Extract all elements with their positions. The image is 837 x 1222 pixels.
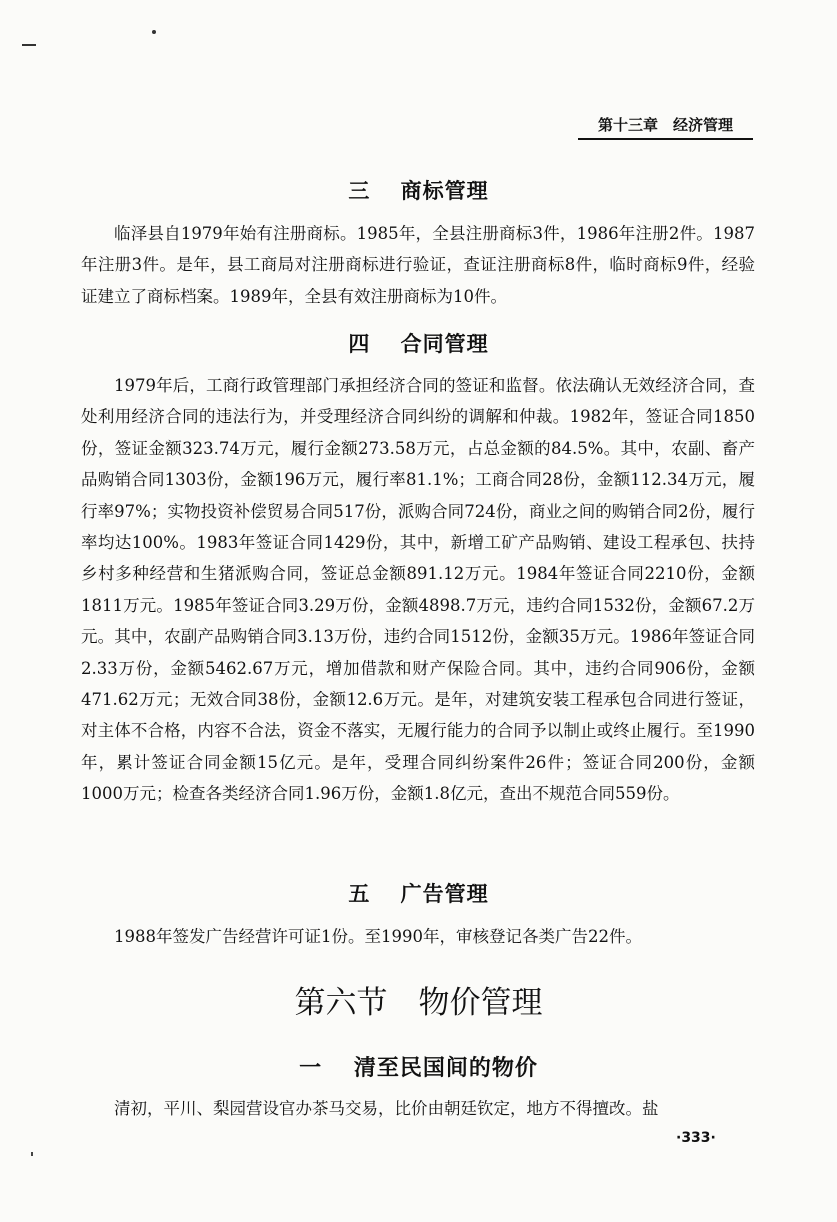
section-heading-advertising: 五 广告管理 <box>348 881 489 906</box>
scan-speck <box>152 30 156 34</box>
page-number: ·333· <box>676 1130 716 1146</box>
paragraph-subsection: 清初，平川、梨园营设官办茶马交易，比价由朝廷钦定，地方不得擅改。盐 <box>114 1099 659 1118</box>
subsection-heading: 一 清至民国间的物价 <box>299 1055 538 1081</box>
paragraph-advertising: 1988年签发广告经营许可证1份。至1990年，审核登记各类广告22件。 <box>114 927 642 946</box>
scan-speck <box>31 1152 33 1156</box>
paragraph-trademark: 临泽县自1979年始有注册商标。1985年，全县注册商标3件，1986年注册2件。1987年注册3件。是年，县工商局对注册商标进行验证，查证注册商标8件，临时商标9件，经验证建立了商标档案。1989年，全县有效注册商标为10件。 <box>81 224 755 306</box>
running-head: 第十三章 经济管理 <box>578 114 753 140</box>
paragraph-contract: 1979年后，工商行政管理部门承担经济合同的签证和监督。依法确认无效经济合同，查处利用经济合同的违法行为，并受理经济合同纠纷的调解和仲裁。1982年，签证合同1850份，签证金额323.74万元，履行金额273.58万元，占总金额的84.5%。其中，农副、畜产品购销合同1303份，金额196万元，履行率81.1%；工商合同28份，金额112.34万元，履行率97%；实物投资补偿贸易合同517份，派购合同724份，商业之间的购销合同2份，履行率均达100%。1983年签证合同1429份，其中，新增工矿产品购销、建设工程承包、扶持乡村多种经营和生猪派购合同，签证总金额891.12万元。1984年签证合同2210份，金额1811万元。1985年签证合同3.29万份，金额4898.7万元，违约合同1532份，金额67.2万元。其中，农副产品购销合同3.13万份，违约合同1512份，金额35万元。1986年签证合同2.33万份，金额5462.67万元，增加借款和财产保险合同。其中，违约合同906份，金额471.62万元；无效合同38份，金额12.6万元。是年，对建筑安装工程承包合同进行签证，对主体不合格，内容不合法，资金不落实，无履行能力的合同予以制止或终止履行。至1990年，累计签证合同金额15亿元。是年，受理合同纠纷案件26件；签证合同200份，金额1000万元；检查各类经济合同1.96万份，金额1.8亿元，查出不规范合同559份。 <box>81 376 755 804</box>
chapter-section-title: 第六节 物价管理 <box>294 985 543 1021</box>
section-heading-contract: 四 合同管理 <box>348 331 489 356</box>
section-heading-trademark: 三 商标管理 <box>348 178 489 203</box>
scan-mark <box>22 44 36 46</box>
